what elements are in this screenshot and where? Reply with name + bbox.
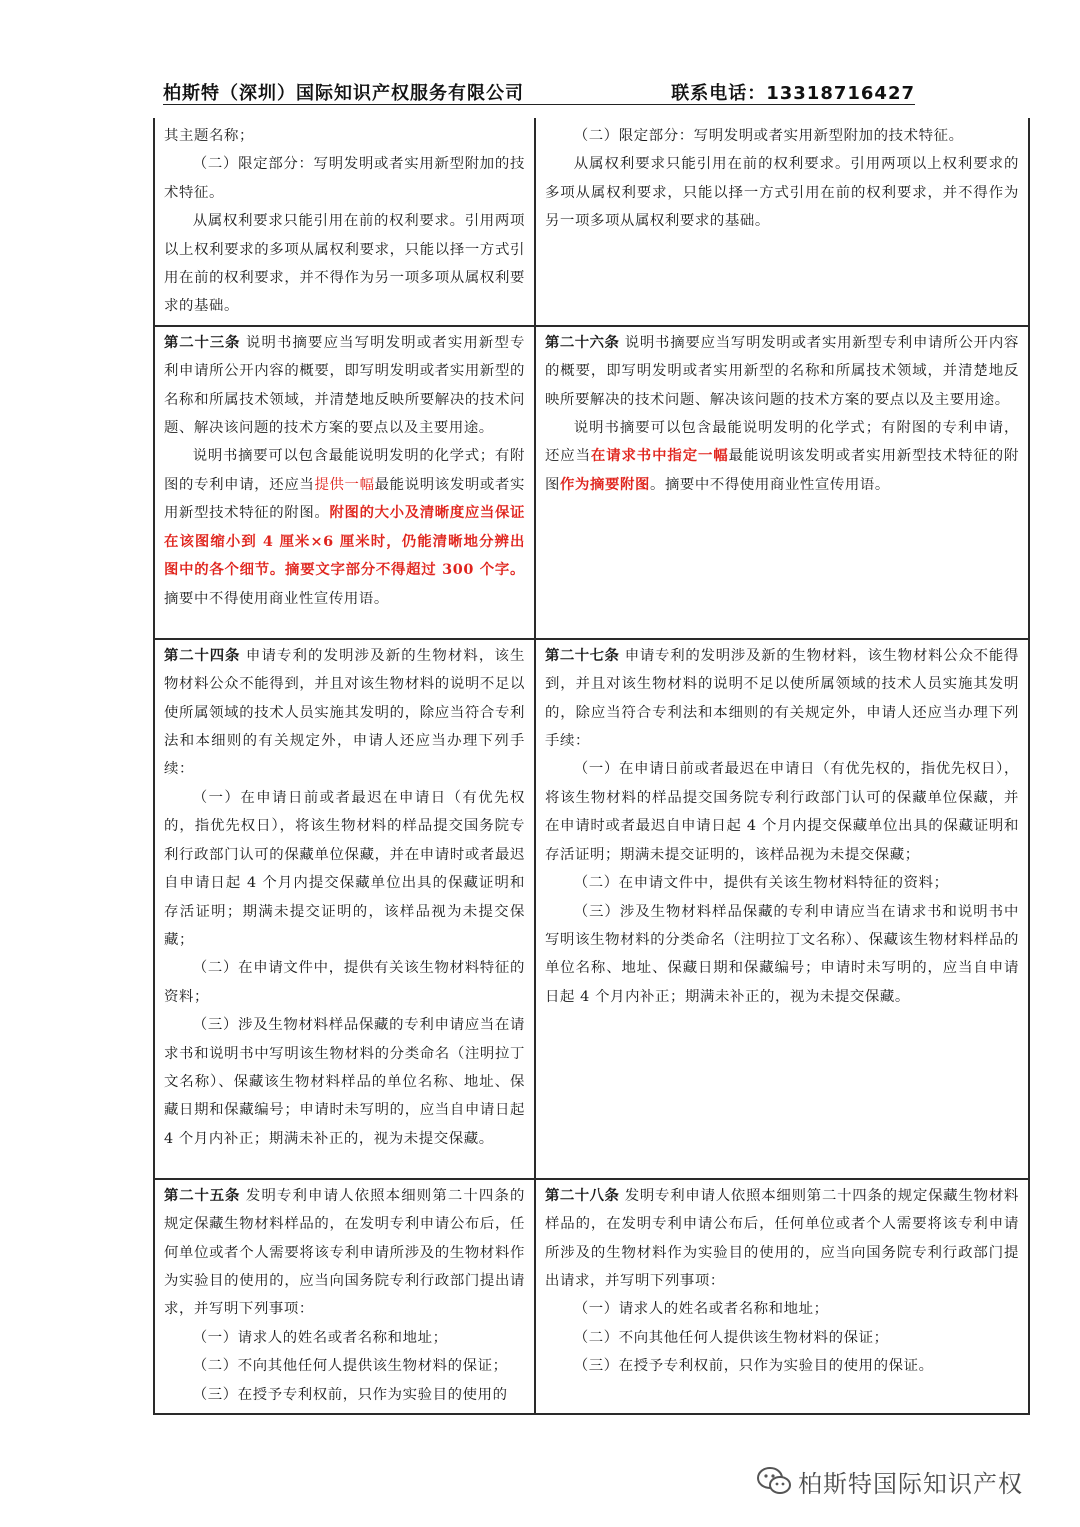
article-text: 发明专利申请人依照本细则第二十四条的规定保藏生物材料样品的，在发明专利申请公布后，任何单位或者个人需要将该专利申请所涉及的生物材料作为实验目的使用的，应当向国务院专利行政部门提出请求，并写明下列事项： [545, 1187, 1019, 1290]
paragraph: （一）请求人的姓名或者名称和地址； [192, 1329, 448, 1346]
article-title: 第二十四条 [164, 646, 241, 664]
article-text: 说明书摘要应当写明发明或者实用新型专利申请所公开内容的概要，即写明发明或者实用新型的名称和所属技术领域，并清楚地反映所要解决的技术问题、解决该问题的技术方案的要点以及主要用途。 [164, 334, 525, 437]
old-rule-cell [154, 326, 535, 639]
text-run: 最能说明该发明或者实用新型技术特征的附图。 [164, 476, 525, 522]
table-row [154, 118, 1029, 326]
article-text: 说明书摘要应当写明发明或者实用新型专利申请所公开内容的概要，即写明发明或者实用新型的名称和所属技术领域，并清楚地反映所要解决的技术问题、解决该问题的技术方案的要点以及主要用途。 [545, 334, 1019, 408]
paragraph [545, 329, 1019, 414]
table-row [154, 639, 1029, 1179]
paragraph [164, 442, 525, 612]
text-run: 。摘要中不得使用商业性宣传用语。 [649, 476, 890, 493]
paragraph [164, 1182, 525, 1324]
highlight-text: 在请求书中指定一幅 [590, 447, 729, 465]
paragraph: （三）涉及生物材料样品保藏的专利申请应当在请求书和说明书中写明该生物材料的分类命名（注明拉丁文名称）、保藏该生物材料样品的单位名称、地址、保藏日期和保藏编号；申请时未写明的，应当自申请日起 4 个月内补正；期满未补正的，视为未提交保藏。 [545, 903, 1019, 1005]
paragraph: （一）在申请日前或者最迟在申请日（有优先权的，指优先权日），将该生物材料的样品提交国务院专利行政部门认可的保藏单位保藏，并在申请时或者最迟自申请日起 4 个月内提交保藏单位出具的保藏证明和存活证明；期满未提交证明的，该样品视为未提交保藏； [164, 789, 525, 948]
table-row [154, 1179, 1029, 1414]
text-run: 说明书摘要可以包含最能说明发明的化学式；有附图的专利申请，还应当 [545, 420, 1019, 465]
new-rule-cell [535, 639, 1029, 1179]
article-title: 第二十三条 [164, 333, 241, 351]
text-run: 最能说明该发明或者实用新型技术特征的附图 [545, 448, 1019, 493]
table-row [154, 326, 1029, 639]
article-title: 第二十七条 [545, 646, 620, 664]
page-header [163, 78, 915, 105]
paragraph: （二）不向其他任何人提供该生物材料的保证； [573, 1329, 889, 1346]
contact-phone: 联系电话：13318716427 [671, 83, 915, 104]
new-rule-cell [535, 118, 1029, 326]
paragraph [545, 642, 1019, 756]
article-text: 发明专利申请人依照本细则第二十四条的规定保藏生物材料样品的，在发明专利申请公布后，任何单位或者个人需要将该专利申请所涉及的生物材料作为实验目的使用的，应当向国务院专利行政部门提出请求，并写明下列事项： [164, 1187, 525, 1318]
article-title: 第二十六条 [545, 333, 620, 351]
paragraph: （二）在申请文件中，提供有关该生物材料特征的资料； [164, 960, 525, 1005]
article-title: 第二十八条 [545, 1186, 620, 1204]
paragraph: （一）请求人的姓名或者名称和地址； [573, 1301, 829, 1318]
paragraph: （二）不向其他任何人提供该生物材料的保证； [192, 1358, 508, 1375]
paragraph: （三）在授予专利权前，只作为实验目的使用的保证。 [573, 1358, 934, 1375]
paragraph: （三）在授予专利权前，只作为实验目的使用的 [192, 1386, 508, 1403]
article-text: 申请专利的发明涉及新的生物材料，该生物材料公众不能得到，并且对该生物材料的说明不足以使所属领域的技术人员实施其发明的，除应当符合专利法和本细则的有关规定外，申请人还应当办理下列手续： [164, 647, 525, 778]
paragraph: 从属权利要求只能引用在前的权利要求。引用两项以上权利要求的多项从属权利要求，只能以择一方式引用在前的权利要求，并不得作为另一项多项从属权利要求的基础。 [164, 213, 525, 315]
paragraph: （一）在申请日前或者最迟在申请日（有优先权的，指优先权日），将该生物材料的样品提交国务院专利行政部门认可的保藏单位保藏，并在申请时或者最迟自申请日起 4 个月内提交保藏单位出具的保藏证明和存活证明；期满未提交证明的，该样品视为未提交保藏； [545, 761, 1019, 863]
highlight-text: 附图的大小及清晰度应当保证在该图缩小到 4 厘米×6 厘米时，仍能清晰地分辨出图中的各个细节。摘要文字部分不得超过 300 个字。 [164, 504, 525, 579]
highlight-text: 作为摘要附图 [560, 475, 650, 493]
paragraph: 其主题名称； [164, 128, 254, 144]
watermark-text: 柏斯特国际知识产权 [798, 1470, 1023, 1498]
paragraph: （二）在申请文件中，提供有关该生物材料特征的资料； [573, 875, 949, 892]
text-run: 摘要中不得使用商业性宣传用语。 [164, 590, 389, 607]
paragraph: （二）限定部分：写明发明或者实用新型附加的技术特征。 [164, 156, 525, 201]
old-rule-cell [154, 118, 535, 326]
old-rule-cell [154, 639, 535, 1179]
paragraph [545, 414, 1019, 499]
company-name: 柏斯特（深圳）国际知识产权服务有限公司 [163, 83, 524, 104]
new-rule-cell [535, 1179, 1029, 1414]
new-rule-cell [535, 326, 1029, 639]
old-rule-cell [154, 1179, 535, 1414]
wechat-icon [756, 1466, 792, 1496]
watermark [756, 1462, 1056, 1502]
comparison-table [153, 118, 1030, 1415]
highlight-text: 提供一幅 [314, 476, 375, 493]
article-title: 第二十五条 [164, 1186, 241, 1204]
paragraph: 从属权利要求只能引用在前的权利要求。引用两项以上权利要求的多项从属权利要求，只能以择一方式引用在前的权利要求，并不得作为另一项多项从属权利要求的基础。 [545, 156, 1019, 230]
paragraph [164, 329, 525, 443]
article-text: 申请专利的发明涉及新的生物材料，该生物材料公众不能得到，并且对该生物材料的说明不足以使所属领域的技术人员实施其发明的，除应当符合专利法和本细则的有关规定外，申请人还应当办理下列手续： [545, 647, 1019, 750]
text-run: 说明书摘要可以包含最能说明发明的化学式；有附图的专利申请，还应当 [164, 448, 525, 493]
paragraph: （二）限定部分：写明发明或者实用新型附加的技术特征。 [573, 128, 964, 144]
paragraph [545, 1182, 1019, 1296]
paragraph [164, 642, 525, 784]
paragraph: （三）涉及生物材料样品保藏的专利申请应当在请求书和说明书中写明该生物材料的分类命名（注明拉丁文名称）、保藏该生物材料样品的单位名称、地址、保藏日期和保藏编号；申请时未写明的，应当自申请日起 4 个月内补正；期满未补正的，视为未提交保藏。 [164, 1017, 525, 1147]
